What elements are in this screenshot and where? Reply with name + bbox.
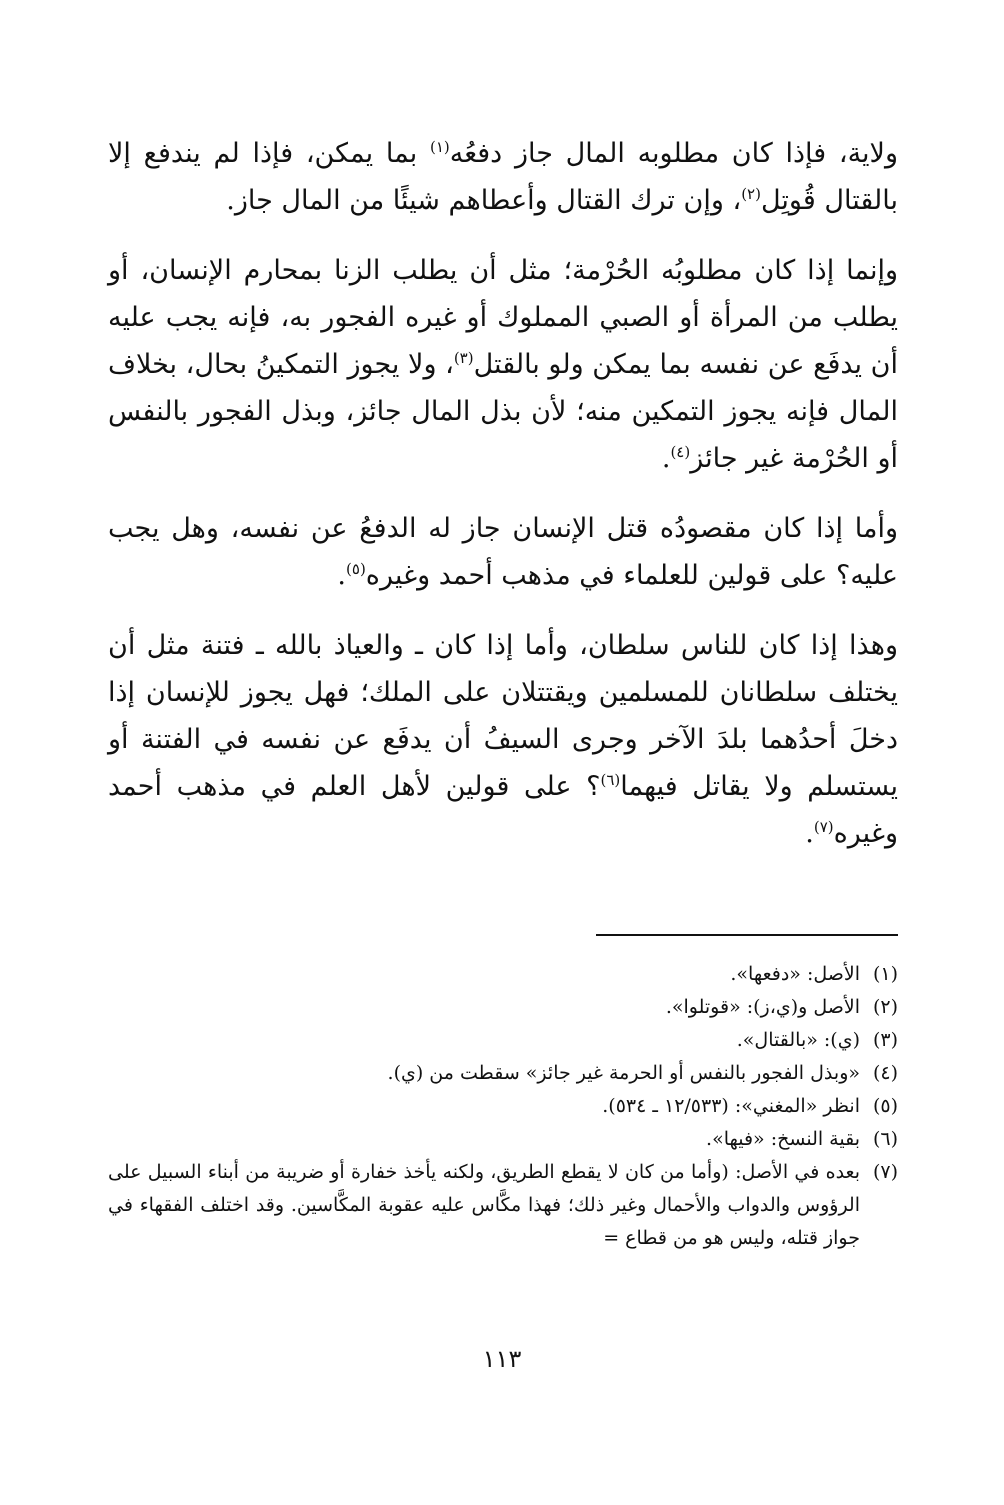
text-run: وهذا إذا كان للناس سلطان، وأما إذا كان ـ والعياذ بالله ـ فتنة مثل أن يختلف سلطانان للمسلمين ويقتتلان على الملك؛ فهل يجوز للإنسان إذا دخلَ أحدُهما بلدَ الآخر وجرى السيفُ أن يدفَع عن نفسه في الفتنة أو يستسلم ولا يقاتل فيهما <box>108 630 899 802</box>
footnote-text: بعده في الأصل: (وأما من كان لا يقطع الطريق، ولكنه يأخذ خفارة أو ضريبة من أبناء السبيل على الرؤوس والدواب والأحمال وغير ذلك؛ فهذا مكَّاس عليه عقوبة المكَّاسين. وقد اختلف الفقهاء في جواز قتله، وليس هو من قطاع = <box>108 1161 860 1249</box>
footnote-5 <box>108 1090 898 1123</box>
text-run: ، وإن ترك القتال وأعطاهم شيئًا من المال جاز. <box>226 185 742 216</box>
footnote-2 <box>108 991 898 1024</box>
page-number: ١١٣ <box>482 1345 522 1373</box>
text-run: . <box>337 560 347 591</box>
text-run: ؟ على قولين لأهل العلم في مذهب أحمد وغيره <box>108 771 898 849</box>
footnote-ref: (٦) <box>600 771 621 789</box>
footnote-number: (٣) <box>872 1029 898 1051</box>
text-run: وأما إذا كان مقصودُه قتل الإنسان جاز له الدفعُ عن نفسه، وهل يجب عليه؟ على قولين للعلماء في مذهب أحمد وغيره <box>108 513 898 591</box>
footnote-ref: (٧) <box>813 818 834 836</box>
footnote-1 <box>108 958 898 991</box>
main-text <box>108 130 898 857</box>
footnote-number: (٤) <box>872 1062 898 1084</box>
footnote-ref: (٣) <box>453 349 474 367</box>
footnote-ref: (٥) <box>346 560 366 578</box>
text-run: . <box>661 443 671 474</box>
footnote-text: الأصل و(ي،ز): «قوتلوا». <box>665 996 860 1018</box>
footnote-ref: (٤) <box>670 443 691 461</box>
footnote-6 <box>108 1123 898 1156</box>
footnote-text: انظر «المغني»: (١٢/٥٣٣ ـ ٥٣٤). <box>602 1095 860 1117</box>
paragraph-1 <box>108 130 898 224</box>
paragraph-2 <box>108 247 898 482</box>
footnote-text: الأصل: «دفعها». <box>730 963 860 985</box>
text-run: ولاية، فإذا كان مطلوبه المال جاز دفعُه <box>449 138 898 169</box>
footnote-text: «وبذل الفجور بالنفس أو الحرمة غير جائز» سقطت من (ي). <box>387 1062 860 1084</box>
footnote-4 <box>108 1057 898 1090</box>
paragraph-3 <box>108 505 898 599</box>
footnote-text: (ي): «بالقتال». <box>736 1029 860 1051</box>
footnote-number: (٧) <box>872 1161 898 1183</box>
footnote-number: (٦) <box>872 1128 898 1150</box>
footnote-7 <box>108 1156 898 1255</box>
footnote-text: بقية النسخ: «فيها». <box>706 1128 860 1150</box>
footnote-ref: (٢) <box>741 185 761 203</box>
footnotes <box>108 958 898 1255</box>
footnote-3 <box>108 1024 898 1057</box>
footnote-number: (٥) <box>872 1095 898 1117</box>
paragraph-4 <box>108 622 898 857</box>
footnote-separator <box>596 934 898 936</box>
text-run: وإنما إذا كان مطلوبُه الحُرْمة؛ مثل أن يطلب الزنا بمحارم الإنسان، أو يطلب من المرأة أو الصبي المملوك أو غيره الفجور به، فإنه يجب عليه أن يدفَع عن نفسه بما يمكن ولو بالقتل <box>108 255 898 380</box>
footnote-number: (١) <box>872 963 898 985</box>
page-body <box>108 130 898 880</box>
text-run: ، ولا يجوز التمكينُ بحال، بخلاف المال فإنه يجوز التمكين منه؛ لأن بذل المال جائز، وبذل الفجور بالنفس أو الحُرْمة غير جائز <box>108 349 898 474</box>
text-run: . <box>805 818 814 849</box>
text-run: بما يمكن، فإذا لم يندفع إلا بالقتال قُوتِل <box>108 138 898 216</box>
footnote-number: (٢) <box>872 996 898 1018</box>
footnote-ref: (١) <box>429 138 450 156</box>
